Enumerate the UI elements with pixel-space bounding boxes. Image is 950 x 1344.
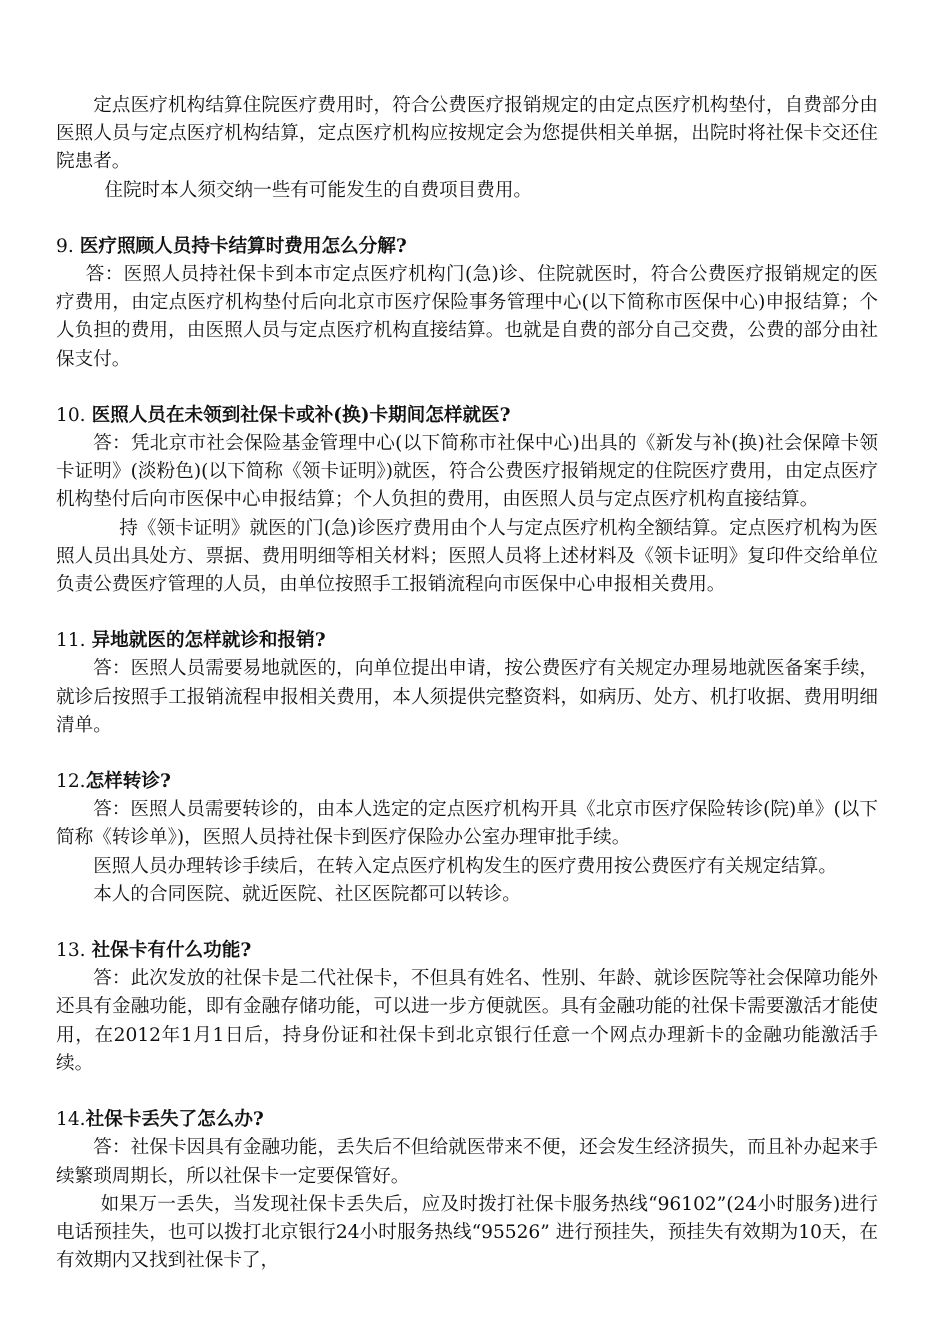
paragraph: 住院时本人须交纳一些有可能发生的自费项目费用。 [104,179,533,201]
section-heading [56,627,878,655]
section-14 [56,1106,878,1275]
section-title: 怎样转诊? [85,771,171,793]
section-9 [56,233,878,374]
paragraph: 如果万一丢失，当发现社保卡丢失后，应及时拨打社保卡服务热线“96102”(24小时服务)进行电话预挂失，也可以拨打北京银行24小时服务热线“95526” 进行预挂失，预挂失有效期为10天，在有效期内又找到社保卡了， [56,1193,878,1272]
section-heading [56,937,878,965]
section-number: 9. [56,235,74,257]
paragraph: 定点医疗机构结算住院医疗费用时，符合公费医疗报销规定的由定点医疗机构垫付，自费部分由医照人员与定点医疗机构结算，定点医疗机构应按规定会为您提供相关单据，出院时将社保卡交还住院患者。 [56,95,878,173]
paragraph: 医照人员办理转诊手续后，在转入定点医疗机构发生的医疗费用按公费医疗有关规定结算。 [93,855,837,877]
paragraph: 答：医照人员需要转诊的，由本人选定的定点医疗机构开具《北京市医疗保险转诊(院)单》(以下简称《转诊单》)，医照人员持社保卡到医疗保险办公室办理审批手续。 [56,799,878,849]
section-heading [56,233,878,261]
section-heading [56,1106,878,1134]
section-title: 医疗照顾人员持卡结算时费用怎么分解? [79,235,407,257]
section-13 [56,937,878,1078]
section-heading [56,402,878,430]
paragraph: 本人的合同医院、就近医院、社区医院都可以转诊。 [93,883,521,905]
section-title: 异地就医的怎样就诊和报销? [91,630,326,652]
document-page [56,92,878,1275]
section-number: 12. [56,771,86,793]
section-title: 医照人员在未领到社保卡或补(换)卡期间怎样就医? [91,404,511,426]
paragraph: 答：此次发放的社保卡是二代社保卡，不但具有姓名、性别、年龄、就诊医院等社会保障功能外还具有金融功能，即有金融存储功能，可以进一步方便就医。具有金融功能的社保卡需要激活才能使用，在2012年1月1日后，持身份证和社保卡到北京银行任意一个网点办理新卡的金融功能激活手续。 [56,968,878,1074]
section-heading [56,768,878,796]
section-12 [56,768,878,909]
paragraph: 答：凭北京市社会保险基金管理中心(以下简称市社保中心)出具的《新发与补(换)社会保障卡领卡证明》(淡粉色)(以下简称《领卡证明》)就医，符合公费医疗报销规定的住院医疗费用，由定点医疗机构垫付后向市医保中心申报结算；个人负担的费用，由医照人员与定点医疗机构直接结算。 [56,433,878,511]
section-title: 社保卡丢失了怎么办? [85,1109,264,1131]
paragraph: 答：医照人员需要易地就医的，向单位提出申请，按公费医疗有关规定办理易地就医备案手续，就诊后按照手工报销流程申报相关费用，本人须提供完整资料，如病历、处方、机打收据、费用明细清单。 [56,658,878,736]
section-title: 社保卡有什么功能? [91,940,252,962]
section-number: 14. [56,1109,86,1131]
section-number: 10. [56,404,86,426]
paragraph: 答：社保卡因具有金融功能，丢失后不但给就医带来不便，还会发生经济损失，而且补办起来手续繁琐周期长，所以社保卡一定要保管好。 [56,1137,878,1187]
section-11 [56,627,878,740]
section-10 [56,402,878,599]
section-number: 11. [56,630,86,652]
section-number: 13. [56,940,86,962]
paragraph: 答：医照人员持社保卡到本市定点医疗机构门(急)诊、住院就医时，符合公费医疗报销规定的医疗费用，由定点医疗机构垫付后向北京市医疗保险事务管理中心(以下简称市医保中心)申报结算；个人负担的费用，由医照人员与定点医疗机构直接结算。也就是自费的部分自己交费，公费的部分由社保支付。 [56,264,878,370]
intro-block [56,92,878,205]
paragraph: 持《领卡证明》就医的门(急)诊医疗费用由个人与定点医疗机构全额结算。定点医疗机构为医照人员出具处方、票据、费用明细等相关材料；医照人员将上述材料及《领卡证明》复印件交给单位负责公费医疗管理的人员，由单位按照手工报销流程向市医保中心申报相关费用。 [56,517,878,596]
